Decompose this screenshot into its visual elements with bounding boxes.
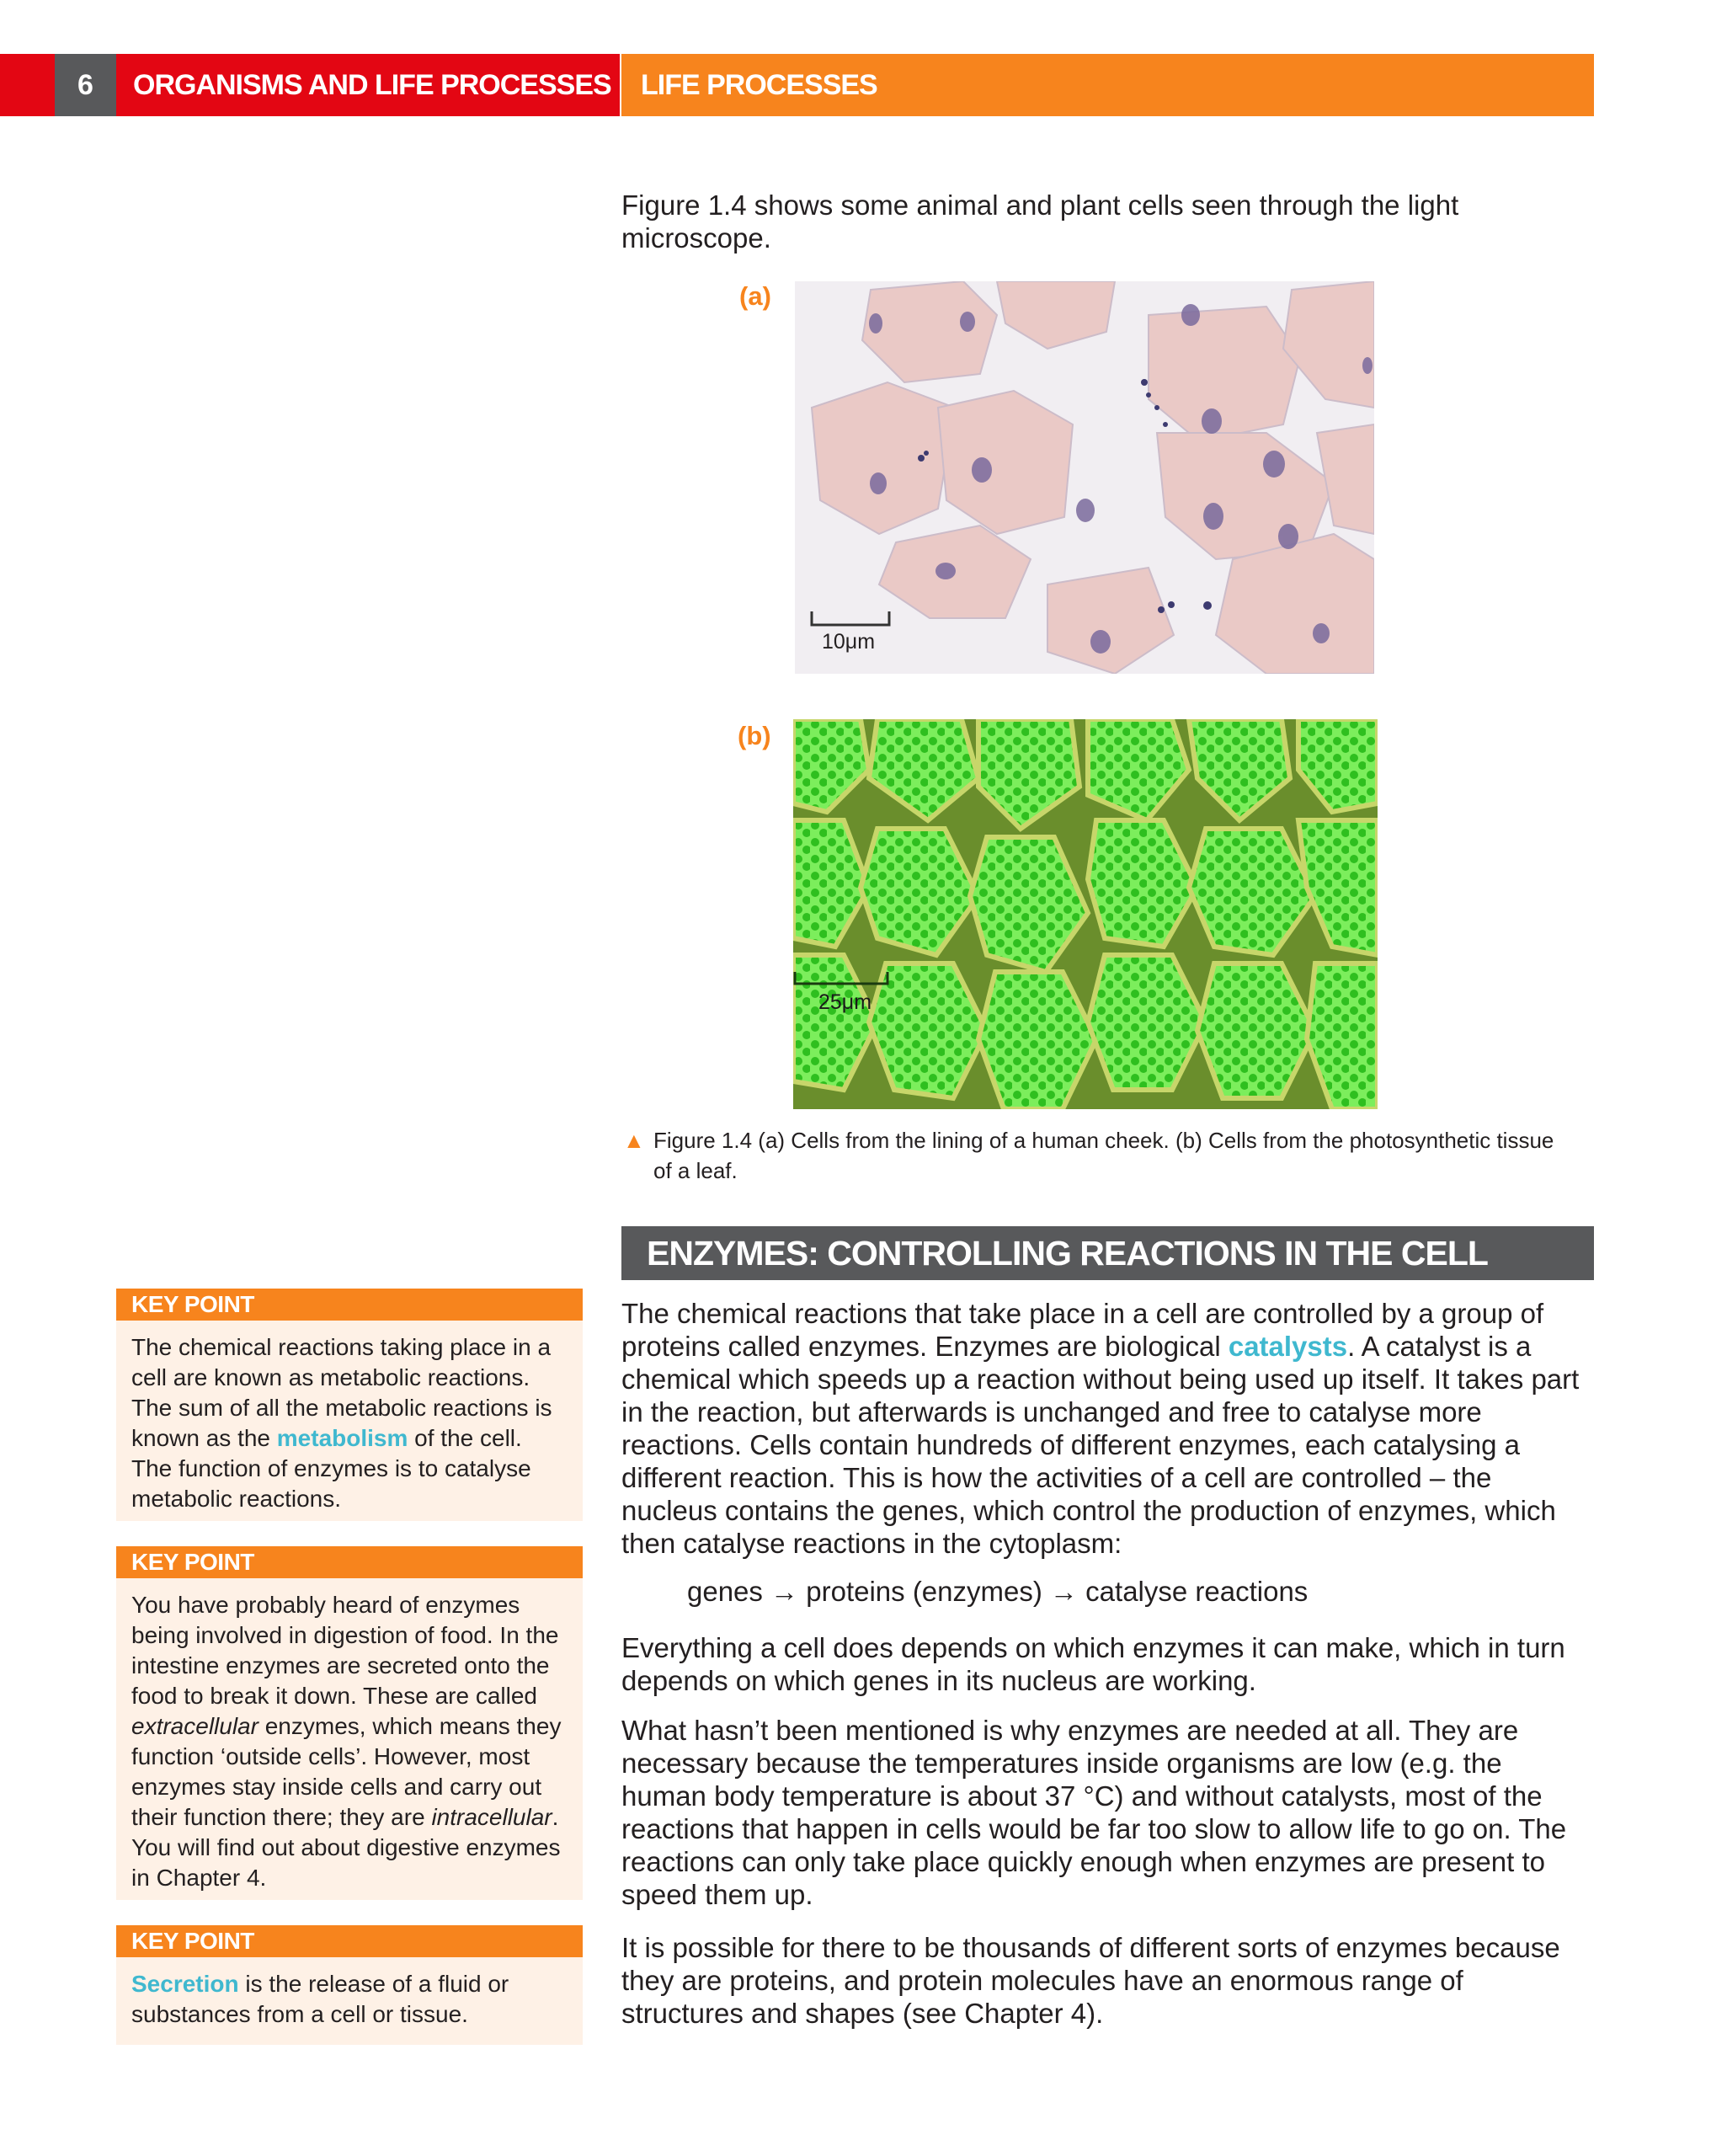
section-title: LIFE PROCESSES [621,54,1594,116]
key-point-3-heading: KEY POINT [116,1925,583,1957]
figure-label-b: (b) [738,721,771,750]
key-point-text: You have probably heard of enzymes being involved in digestion of food. In the intestine enzymes are secreted onto the food to break it down. These are called [131,1592,559,1709]
key-point-1-body [116,1321,583,1521]
paragraph-depends: Everything a cell does depends on which enzymes it can make, which in turn depends on which genes in its nucleus are working. [621,1632,1565,1696]
key-point-text: . You will find out about digestive enzymes in Chapter 4. [131,1804,561,1891]
key-point-italic: intracellular [431,1804,552,1830]
leaf-cells-micrograph [793,719,1378,1109]
figure-caption-text: Figure 1.4 (a) Cells from the lining of a human cheek. (b) Cells from the photosynthetic tissue of a leaf. [653,1128,1554,1183]
keyword-secretion[interactable]: Secretion [131,1971,239,1997]
flow-equation: genes → proteins (enzymes) → catalyse reactions [687,1576,1309,1607]
key-point-2-heading: KEY POINT [116,1546,583,1578]
scale-label-a: 10μm [822,630,876,654]
main-text [621,1297,1581,2030]
figure-label-a: (a) [739,281,771,311]
key-point-3-body [116,1957,583,2045]
header-accent-bar [0,54,55,116]
cheek-cells-micrograph [795,281,1374,674]
key-point-text: is the release of a fluid or substances from a cell or tissue. [131,1971,509,2027]
key-point-text: of the cell. The function of enzymes is to catalyse metabolic reactions. [131,1425,531,1512]
key-point-italic: extracellular [131,1713,259,1739]
paragraph-enzymes [621,1297,1581,1560]
paragraph-text: The chemical reactions that take place in a cell are controlled by a group of proteins called enzymes. Enzymes are biological [621,1298,1544,1362]
key-point-text: The chemical reactions taking place in a cell are known as metabolic reactions. The sum of all the metabolic reactions is known as the [131,1334,552,1451]
paragraph-text: . A catalyst is a chemical which speeds up a reaction without being used up itself. It takes part in the reaction, but afterwards is unchanged and free to catalyse more reactions. Cells contain hundreds of different enzymes, each catalysing a different reaction. This is how the activities of a cell are controlled – the nucleus contains the genes, which control the production of enzymes, which then catalyse reactions in the cytoplasm: [621,1331,1580,1559]
page-number: 6 [55,54,116,116]
scale-label-b: 25μm [818,990,872,1014]
intro-paragraph: Figure 1.4 shows some animal and plant cells seen through the light microscope. [621,189,1459,253]
figure-caption [623,1125,1575,1186]
paragraph-why-enzymes: What hasn’t been mentioned is why enzymes are needed at all. They are necessary because the temperatures inside organisms are low (e.g. the human body temperature is about 37 °C) and without catalysts, most of the reactions that happen in cells would be far too slow to allow life to go on. The reactions can only take place quickly enough when enzymes are present to speed them up. [621,1715,1567,1910]
keyword-catalysts[interactable]: catalysts [1228,1331,1348,1362]
chapter-title: ORGANISMS AND LIFE PROCESSES [116,54,620,116]
keyword-metabolism[interactable]: metabolism [276,1425,408,1451]
key-point-1-heading: KEY POINT [116,1289,583,1321]
key-point-2-body [116,1578,583,1900]
section-heading: ENZYMES: CONTROLLING REACTIONS IN THE CELL [621,1226,1594,1280]
key-point-text: enzymes, which means they function ‘outside cells’. However, most enzymes stay inside cells and carry out their function there; they are [131,1713,562,1830]
paragraph-thousands: It is possible for there to be thousands of different sorts of enzymes because they are proteins, and protein molecules have an enormous range of structures and shapes (see Chapter 4). [621,1932,1560,2029]
triangle-icon: ▲ [623,1128,645,1153]
